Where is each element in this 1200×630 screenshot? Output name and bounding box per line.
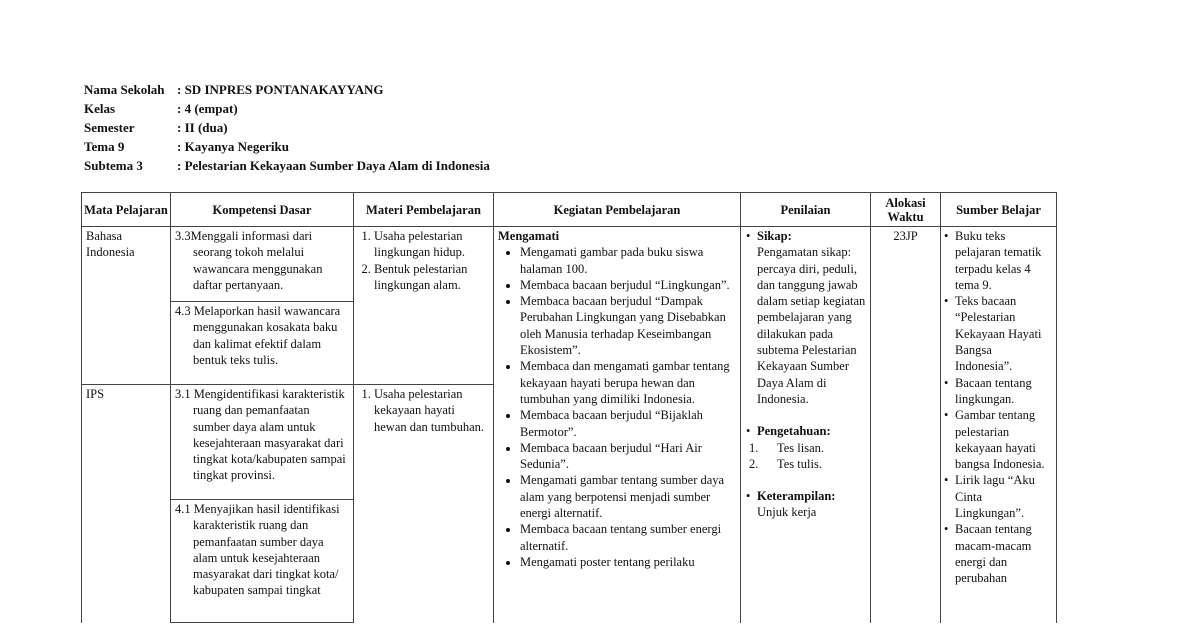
list-item: 1. Usaha pelestarian kekayaan hayati hewan dan tumbuhan. <box>374 386 489 435</box>
list-item: 2. Bentuk pelestarian lingkungan alam. <box>374 261 489 294</box>
table-row <box>82 227 1057 302</box>
list-item: • Gambar tentang pelestarian kekayaan hayati bangsa Indonesia. <box>955 407 1052 472</box>
kegiatan-cell <box>494 227 741 623</box>
penilaian-cell: • Sikap: Pengamatan sikap: percaya diri, peduli, dan tanggung jawab dalam setiap kegiatan pembelajaran yang dilakukan pada subtema Pelestarian Kekayaan Sumber Daya Alam di Indonesia. • Pengetahuan: 1. Tes lisan. 2. Tes tulis. • Keterampilan: Unjuk kerja <box>741 227 871 623</box>
subject-cell: IPS <box>82 385 171 623</box>
keterampilan-text: Unjuk kerja <box>757 505 817 520</box>
list-item: • Bacaan tentang lingkungan. <box>955 375 1052 408</box>
header-row-semester: Semester : II (dua) <box>84 120 228 135</box>
table-header-row <box>82 193 1057 227</box>
col-header-materi: Materi Pembelajaran <box>354 193 494 227</box>
pengetahuan-list <box>749 440 866 473</box>
list-item: 1. Tes lisan. <box>749 440 825 455</box>
list-item: • Bacaan tentang macam-macam energi dan perubahan <box>955 521 1052 586</box>
col-header-sumber: Sumber Belajar <box>941 193 1057 227</box>
list-item: • Buku teks pelajaran tematik terpadu kelas 4 tema 9. <box>955 228 1052 293</box>
materi-list <box>358 386 489 435</box>
col-header-kegiatan: Kegiatan Pembelajaran <box>494 193 741 227</box>
kegiatan-heading: Mengamati <box>498 229 560 243</box>
list-item: • Membaca bacaan berjudul “Bijaklah Bermotor”. <box>520 407 736 440</box>
list-item: • Mengamati gambar pada buku siswa halaman 100. <box>520 244 736 277</box>
kd-cell: 4.1 Menyajikan hasil identifikasi karakteristik ruang dan pemanfaatan sumber daya alam untuk kesejahteraan masyarakat dari tingkat kota/ kabupaten sampai tingkat <box>171 500 354 623</box>
list-item: • Lirik lagu “Aku Cinta Lingkungan”. <box>955 472 1052 521</box>
sikap-text: Pengamatan sikap: percaya diri, peduli, dan tanggung jawab dalam setiap kegiatan pembelajaran yang dilakukan pada subtema Pelestarian Kekayaan Sumber Daya Alam di Indonesia. <box>757 245 866 406</box>
sumber-cell <box>941 227 1057 623</box>
kd-cell: 3.1 Mengidentifikasi karakteristik ruang dan pemanfaatan sumber daya alam untuk kesejahteraan masyarakat dari tingkat kota/kabupaten sampai tingkat provinsi. <box>171 385 354 500</box>
subject-cell: Bahasa Indonesia <box>82 227 171 385</box>
sumber-list <box>943 228 1052 587</box>
materi-cell <box>354 385 494 623</box>
syllabus-table <box>81 192 1057 623</box>
col-header-subject: Mata Pelajaran <box>82 193 171 227</box>
list-item: • Membaca bacaan berjudul “Lingkungan”. <box>520 277 736 293</box>
kegiatan-list <box>498 244 736 570</box>
header-row-school: Nama Sekolah : SD INPRES PONTANAKAYYANG <box>84 82 384 97</box>
alokasi-cell: 23JP <box>871 227 941 623</box>
header-row-theme: Tema 9 : Kayanya Negeriku <box>84 139 289 154</box>
col-header-alokasi: Alokasi Waktu <box>871 193 941 227</box>
list-item: • Membaca dan mengamati gambar tentang kekayaan hayati berupa hewan dan tumbuhan yang dimiliki Indonesia. <box>520 358 736 407</box>
list-item: • Membaca bacaan berjudul “Hari Air Sedunia”. <box>520 440 736 473</box>
list-item: 2. Tes tulis. <box>749 456 822 471</box>
header-row-class: Kelas : 4 (empat) <box>84 101 238 116</box>
list-item: 1. Usaha pelestarian lingkungan hidup. <box>374 228 489 261</box>
document-header <box>84 80 490 175</box>
header-row-subtheme: Subtema 3 : Pelestarian Kekayaan Sumber Daya Alam di Indonesia <box>84 158 490 173</box>
col-header-penilaian: Penilaian <box>741 193 871 227</box>
list-item: • Membaca bacaan berjudul “Dampak Perubahan Lingkungan yang Disebabkan oleh Manusia terhadap Keseimbangan Ekosistem”. <box>520 293 736 358</box>
materi-list <box>358 228 489 293</box>
pengetahuan-label: Pengetahuan: <box>757 424 831 439</box>
sikap-label: Sikap: <box>757 229 792 243</box>
kd-cell: 4.3 Melaporkan hasil wawancara menggunakan kosakata baku dan kalimat efektif dalam bentuk teks tulis. <box>171 302 354 385</box>
materi-cell <box>354 227 494 385</box>
list-item: • Mengamati gambar tentang sumber daya alam yang berpotensi menjadi sumber energi alternatif. <box>520 472 736 521</box>
list-item: • Teks bacaan “Pelestarian Kekayaan Hayati Bangsa Indonesia”. <box>955 293 1052 374</box>
list-item: • Mengamati poster tentang perilaku <box>520 554 736 570</box>
kd-cell: 3.3Menggali informasi dari seorang tokoh melalui wawancara menggunakan daftar pertanyaan. <box>171 227 354 302</box>
list-item: • Membaca bacaan tentang sumber energi alternatif. <box>520 521 736 554</box>
keterampilan-label: Keterampilan: <box>757 489 836 504</box>
col-header-kd: Kompetensi Dasar <box>171 193 354 227</box>
